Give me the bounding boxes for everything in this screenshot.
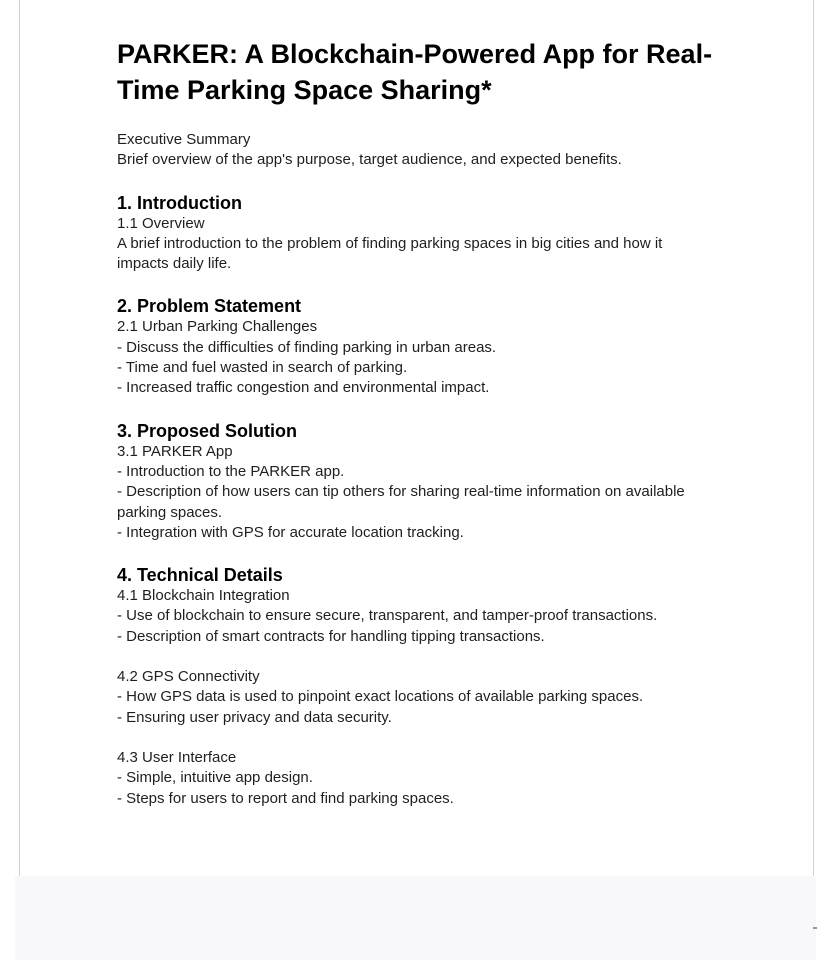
subsection-heading[interactable]: 1.1 Overview (117, 214, 205, 232)
executive-summary-heading[interactable]: Executive Summary (117, 131, 251, 148)
subsection-heading[interactable]: 2.1 Urban Parking Challenges (117, 318, 318, 336)
executive-summary-text[interactable]: Brief overview of the app's purpose, target audience, and expected benefits. (117, 151, 622, 169)
subsection-heading[interactable]: 4.1 Blockchain Integration (117, 587, 290, 605)
subsection-user-interface (117, 748, 717, 809)
section-proposed-solution (117, 420, 717, 543)
list-item[interactable]: - Ensuring user privacy and data security. (117, 708, 392, 726)
list-item[interactable]: - Description of smart contracts for handling tipping transactions. (117, 627, 545, 645)
list-item[interactable]: - Steps for users to report and find parking spaces. (117, 789, 454, 807)
list-item[interactable]: - Time and fuel wasted in search of parking. (117, 359, 408, 377)
list-item[interactable]: - Use of blockchain to ensure secure, transparent, and tamper-proof transactions. (117, 607, 658, 625)
list-item[interactable]: - Description of how users can tip others for sharing real-time information on available parking spaces. (117, 483, 685, 521)
paragraph[interactable]: A brief introduction to the problem of finding parking spaces in big cities and how it impacts daily life. (117, 234, 663, 273)
list-item[interactable]: - Integration with GPS for accurate location tracking. (117, 523, 464, 541)
section-introduction (117, 192, 717, 275)
subsection-heading[interactable]: 4.3 User Interface (117, 748, 237, 766)
document-body[interactable] (117, 36, 717, 809)
section-problem-statement (117, 295, 717, 398)
section-technical-details (117, 564, 717, 809)
subsection-heading[interactable]: 4.2 GPS Connectivity (117, 668, 260, 686)
list-item[interactable]: - Increased traffic congestion and environmental impact. (117, 379, 490, 397)
section-heading[interactable]: 3. Proposed Solution (117, 420, 298, 441)
list-item[interactable]: - Simple, intuitive app design. (117, 769, 313, 787)
executive-summary-block (117, 130, 717, 171)
section-heading[interactable]: 1. Introduction (117, 192, 242, 213)
subsection-gps-connectivity (117, 667, 717, 728)
list-item[interactable]: - How GPS data is used to pinpoint exact locations of available parking spaces. (117, 688, 644, 706)
scroll-indicator[interactable] (813, 927, 817, 929)
document-page[interactable] (19, 0, 814, 876)
page-gap (15, 876, 816, 960)
document-title[interactable]: PARKER: A Blockchain-Powered App for Real-Time Parking Space Sharing* (117, 39, 713, 105)
section-heading[interactable]: 4. Technical Details (117, 565, 283, 586)
section-heading[interactable]: 2. Problem Statement (117, 296, 302, 317)
list-item[interactable]: - Introduction to the PARKER app. (117, 462, 345, 480)
list-item[interactable]: - Discuss the difficulties of finding parking in urban areas. (117, 338, 497, 356)
subsection-blockchain-integration (117, 586, 717, 647)
subsection-heading[interactable]: 3.1 PARKER App (117, 442, 233, 460)
